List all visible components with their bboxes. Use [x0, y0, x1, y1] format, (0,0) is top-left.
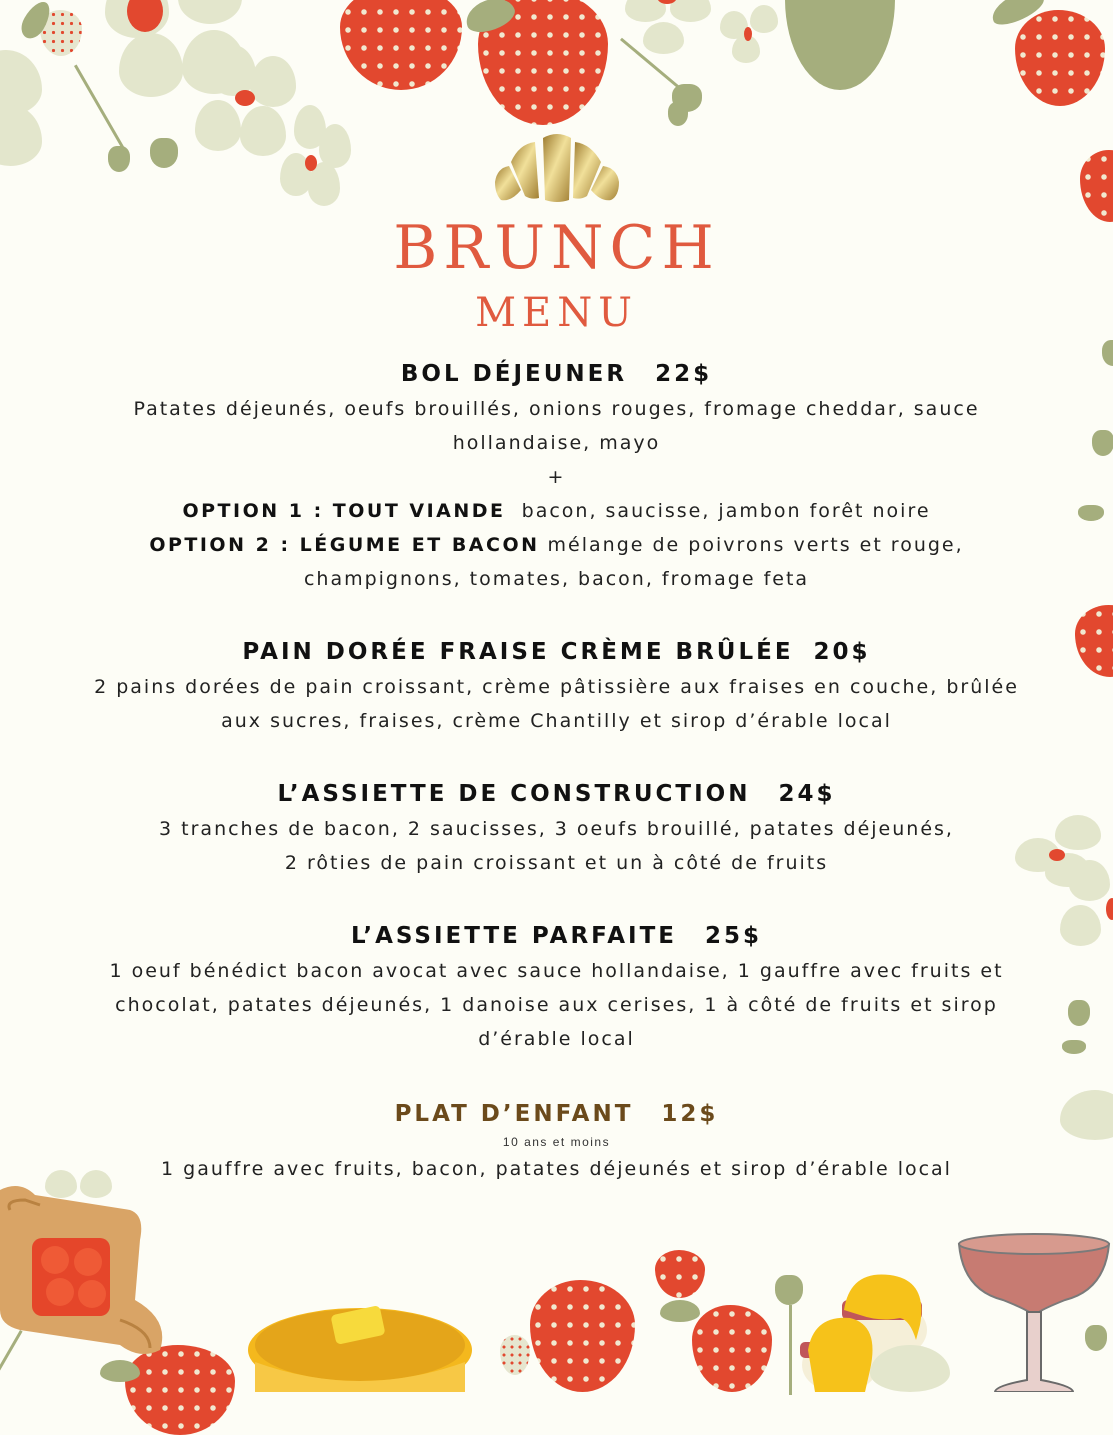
menu-title: BRUNCH: [393, 213, 720, 283]
item-name: PAIN DORÉE FRAISE CRÈME BRÛLÉE: [242, 639, 794, 665]
daisy-flower-icon: [280, 105, 350, 200]
menu-item-assiette-parfaite: [80, 918, 1033, 1056]
daisy-flower-icon: [720, 5, 780, 65]
champagne-coupe-icon: [955, 1230, 1113, 1392]
item-title: [80, 634, 1033, 670]
leaf-icon: [100, 1360, 140, 1382]
flower-bud-icon: [1085, 1325, 1107, 1351]
strawberry-icon: [340, 0, 462, 90]
leaf-icon: [660, 1300, 700, 1322]
strawberry-icon: [1015, 10, 1105, 106]
option-label: OPTION 2 : LÉGUME ET BACON: [149, 534, 540, 556]
flower-bud-icon: [108, 146, 130, 172]
flower-bud-icon: [668, 102, 688, 126]
option-label: OPTION 1 : TOUT VIANDE: [182, 500, 506, 522]
item-description: 1 oeuf bénédict bacon avocat avec sauce hollandaise, 1 gauffre avec fruits et chocolat, patates déjeunés, 1 danoise aux cerises, 1 à côté de fruits et sirop d’érable local: [109, 960, 1004, 1050]
strawberry-icon: [500, 1335, 530, 1375]
flower-bud-icon: [1102, 340, 1113, 366]
item-title: [80, 356, 1033, 392]
age-note: 10 ans et moins: [502, 1135, 611, 1149]
option-text: bacon, saucisse, jambon forêt noire: [521, 500, 931, 522]
item-description: 1 gauffre avec fruits, bacon, patates déjeunés et sirop d’érable local: [161, 1158, 952, 1180]
flower-bud-icon: [1092, 430, 1113, 456]
flower-bud-icon: [150, 138, 178, 168]
option-2: [80, 528, 1033, 596]
item-title: [80, 1096, 1033, 1132]
item-title: [80, 776, 1033, 812]
daisy-petal-icon: [1060, 1090, 1113, 1140]
strawberry-icon: [530, 1280, 635, 1392]
item-description-line: 3 tranches de bacon, 2 saucisses, 3 oeufs brouillé, patates déjeunés,: [159, 818, 954, 840]
strawberry-icon: [1080, 150, 1113, 222]
item-name: BOL DÉJEUNER: [400, 361, 628, 387]
item-description: Patates déjeunés, oeufs brouillés, onions rouges, fromage cheddar, sauce hollandaise, mayo: [133, 398, 980, 454]
flower-bud-icon: [775, 1275, 803, 1305]
option-1: [80, 494, 1033, 528]
croissant-logo-icon: [493, 130, 621, 208]
item-price: 22$: [655, 361, 713, 387]
daisy-flower-icon: [1060, 860, 1113, 950]
pancake-stack-icon: [245, 1300, 475, 1392]
menu-subtitle: MENU: [475, 290, 638, 336]
item-title: [80, 918, 1033, 954]
menu-item-assiette-construction: [80, 776, 1033, 880]
strawberry-icon: [1075, 605, 1113, 677]
strawberry-icon: [655, 1250, 705, 1298]
stem-icon: [789, 1305, 792, 1395]
option-text: mélange de poivrons verts et rouge, champignons, tomates, bacon, fromage feta: [303, 534, 964, 590]
item-price: 25$: [704, 923, 762, 949]
strawberry-leaf-icon: [785, 0, 895, 90]
menu-item-pain-doree: [80, 634, 1033, 738]
flower-bud-icon: [1078, 505, 1104, 521]
cherry-danish-icon: [0, 1180, 175, 1360]
flower-bud-icon: [1068, 1000, 1090, 1026]
item-price: 24$: [778, 781, 836, 807]
item-name: PLAT D’ENFANT: [394, 1101, 634, 1127]
strawberry-icon: [692, 1305, 772, 1392]
item-name: L’ASSIETTE DE CONSTRUCTION: [277, 781, 751, 807]
menu-item-plat-enfant: [80, 1096, 1033, 1186]
item-description-line: 2 rôties de pain croissant et un à côté de fruits: [284, 852, 829, 874]
item-price: 20$: [813, 639, 871, 665]
item-name: L’ASSIETTE PARFAITE: [351, 923, 677, 949]
item-description: 2 pains dorées de pain croissant, crème pâtissière aux fraises en couche, brûlée aux sucres, fraises, crème Chantilly et sirop d’érable local: [94, 676, 1019, 732]
flower-bud-icon: [1062, 1040, 1086, 1054]
plus-sign: +: [547, 466, 566, 488]
item-price: 12$: [661, 1101, 719, 1127]
menu-content: [80, 356, 1033, 1186]
menu-item-bol-dejeuner: [80, 356, 1033, 596]
daisy-flower-icon: [0, 50, 60, 160]
